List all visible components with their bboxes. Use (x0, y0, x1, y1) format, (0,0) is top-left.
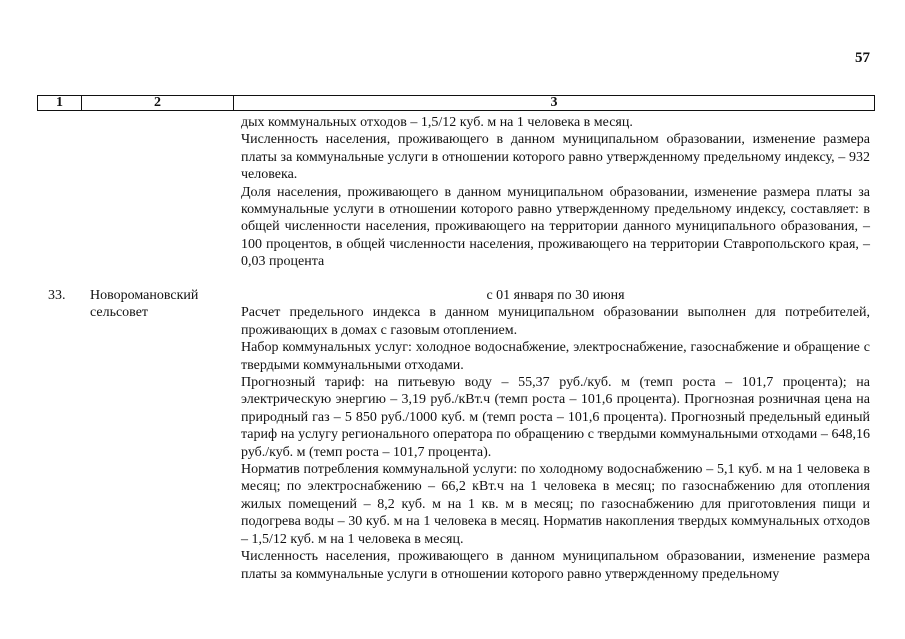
continued-text-block (241, 114, 870, 271)
paragraph: Прогнозный тариф: на питьевую воду – 55,37 руб./куб. м (темп роста – 101,7 процента); на электрическую энергию – 3,19 руб./кВт.ч (темп роста – 101,6 процента). Прогнозная розничная цена на природный газ – 5 850 руб./1000 куб. м (темп роста – 101,6 процента). Прогнозный предельный единый тариф на услугу регионального оператора по обращению с твердыми коммунальными отходами – 648,16 руб./куб. м (темп роста – 101,7 процента). (241, 375, 870, 460)
column-header-3: 3 (550, 95, 558, 110)
paragraph: Расчет предельного индекса в данном муниципальном образовании выполнен для потребителей, проживающих в домах с газовым отоплением. (241, 305, 870, 338)
table-column-header (37, 95, 875, 111)
row-number: 33. (48, 288, 66, 303)
column-header-1: 1 (38, 96, 82, 110)
column-header-2: 2 (82, 96, 234, 110)
municipality-name: Новоромановский сельсовет (90, 288, 199, 321)
paragraph: дых коммунальных отходов – 1,5/12 куб. м на 1 человека в месяц. (241, 115, 633, 130)
paragraph: Норматив потребления коммунальной услуги: по холодному водоснабжению – 5,1 куб. м на 1 человека в месяц; по электроснабжению – 66,2 кВт.ч на 1 человека в месяц; по газоснабжению для отопления жилых помещений – 8,2 куб. м на 1 кв. м в месяц; по газоснабжению для приготовления пищи и подогрева воды – 30 куб. м на 1 человека в месяц. Норматив накопления твердых коммунальных отходов – 1,5/12 куб. м на 1 человека в месяц. (241, 462, 870, 547)
row-33-text-block (241, 287, 870, 583)
paragraph: Доля населения, проживающего в данном муниципальном образовании, изменение размера платы за коммунальные услуги в отношении которого равно утвержденному предельному индексу, составляет: в общей численности населения, проживающего на территории данного муниципального образования, – 100 процентов, в общей численности населения, проживающего на территории Ставропольского края, – 0,03 процента (241, 184, 870, 270)
period-heading: с 01 января по 30 июня (486, 288, 625, 303)
paragraph: Набор коммунальных услуг: холодное водоснабжение, электроснабжение, газоснабжение и обращение с твердыми коммунальными отходами. (241, 340, 870, 373)
paragraph: Численность населения, проживающего в данном муниципальном образовании, изменение размера платы за коммунальные услуги в отношении которого равно утвержденному предельному (241, 549, 870, 582)
page-number: 57 (855, 50, 870, 66)
paragraph: Численность населения, проживающего в данном муниципальном образовании, изменение размера платы за коммунальные услуги в отношении которого равно утвержденному предельному индексу, – 932 человека. (241, 132, 870, 183)
